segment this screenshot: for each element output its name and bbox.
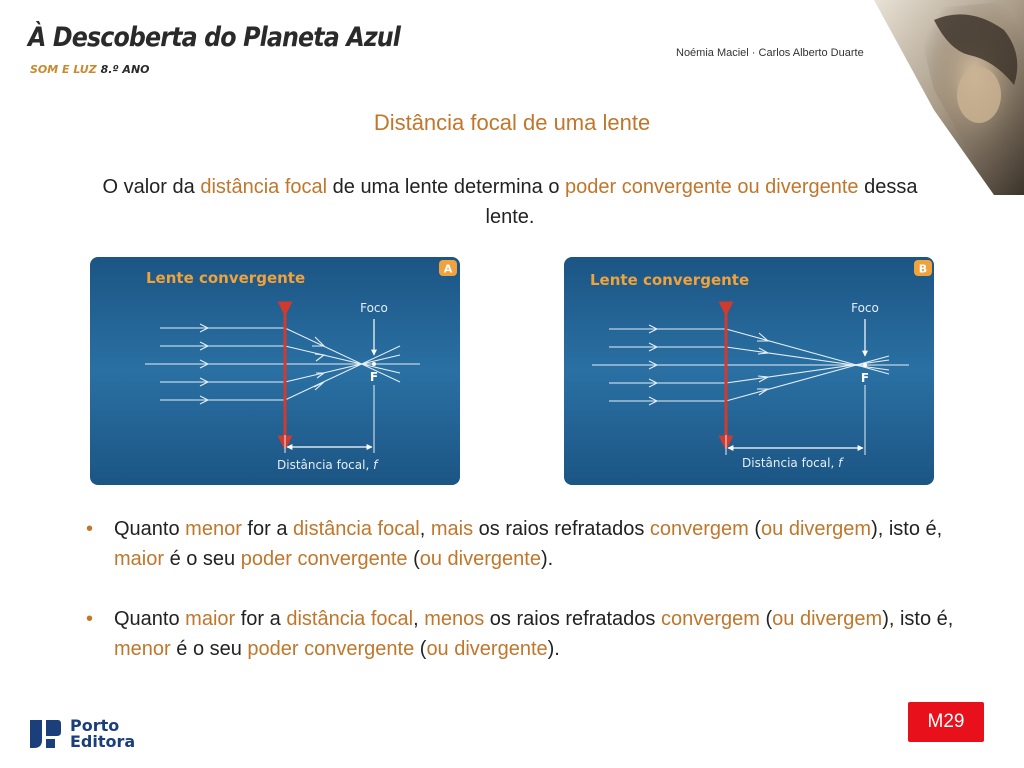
figure-b-title: Lente convergente: [590, 271, 750, 289]
b1-hl-b: menor: [185, 518, 242, 540]
b1-text-m: é o seu: [164, 548, 241, 570]
header-photo: [874, 0, 1024, 195]
book-subtitle-grade: 8.º ANO: [100, 63, 150, 76]
lens-diagram-b: [564, 257, 934, 485]
intro-paragraph: [80, 172, 940, 232]
b2-text-e: ,: [413, 608, 425, 630]
b1-text-a: Quanto: [114, 518, 186, 540]
slide-code-badge: M29: [908, 702, 984, 742]
intro-text-3: dessa lente.: [485, 176, 918, 228]
bullet-dot-icon: •: [86, 518, 94, 540]
b2-hl-h: convergem: [660, 608, 760, 630]
lens-diagram-a: [90, 257, 460, 485]
logo-text: [70, 718, 135, 750]
b1-text-o: (: [407, 548, 420, 570]
book-authors: Noémia Maciel · Carlos Alberto Duarte: [676, 47, 864, 59]
b1-hl-d: distância focal: [293, 518, 420, 540]
intro-highlight-focal-distance: distância focal: [200, 176, 328, 198]
figure-a-focus-label: Foco: [360, 301, 388, 315]
b2-text-o: (: [414, 638, 427, 660]
b2-hl-j: ou divergem: [772, 608, 883, 630]
b1-hl-l: maior: [114, 548, 165, 570]
figure-b-badge: B: [918, 262, 928, 276]
b2-text-m: é o seu: [170, 638, 248, 660]
bullet-smaller-focal: [86, 514, 966, 574]
b1-hl-h: convergem: [649, 518, 749, 540]
intro-highlight-power: poder convergente ou divergente: [565, 176, 859, 198]
b2-text-g: os raios refratados: [484, 608, 661, 630]
b1-text-q: ).: [540, 548, 554, 570]
figure-a-distance-text: Distância focal,: [277, 458, 370, 472]
b2-hl-l: menor: [114, 638, 171, 660]
figure-a-distance-symbol: f: [373, 458, 378, 472]
b1-text-c: for a: [241, 518, 294, 540]
figure-b-focus-letter: F: [860, 371, 870, 385]
book-title: À Descoberta do Planeta Azul: [28, 22, 401, 53]
b2-hl-d: distância focal: [286, 608, 414, 630]
bullet-larger-focal: [86, 604, 966, 664]
logo-line-1: Porto: [70, 716, 120, 735]
book-subtitle-theme: SOM E LUZ: [30, 63, 97, 76]
b1-hl-n: poder convergente: [240, 548, 408, 570]
b2-text-k: ), isto é,: [882, 608, 954, 630]
lens-figure-b: [564, 257, 934, 485]
porto-editora-logo: [28, 716, 135, 752]
slide-title: Distância focal de uma lente: [373, 110, 651, 135]
book-subtitle: [30, 63, 150, 76]
lens-figure-a: [90, 257, 460, 485]
header-photo-graphic: [874, 0, 1024, 195]
porto-editora-mark-icon: [28, 718, 62, 750]
figure-a-focus-letter: F: [369, 370, 379, 384]
b2-text-i: (: [759, 608, 773, 630]
b2-hl-p: ou divergente: [426, 638, 548, 660]
b2-text-c: for a: [235, 608, 287, 630]
b1-text-e: ,: [419, 518, 431, 540]
b2-text-q: ).: [547, 638, 560, 660]
b1-text-k: ), isto é,: [871, 518, 943, 540]
figure-b-distance-label: [742, 456, 844, 470]
figure-b-distance-text: Distância focal,: [742, 456, 835, 470]
figure-a-badge: A: [443, 262, 453, 276]
b2-hl-f: menos: [424, 608, 485, 630]
b1-text-i: (: [748, 518, 762, 540]
b1-hl-j: ou divergem: [761, 518, 872, 540]
logo-line-2: Editora: [70, 732, 136, 751]
intro-text-2: de uma lente determina o: [327, 176, 565, 198]
figure-a-distance-label: [277, 458, 379, 472]
bullet-dot-icon: •: [86, 608, 94, 630]
b2-hl-n: poder convergente: [247, 638, 415, 660]
b2-hl-b: maior: [185, 608, 236, 630]
intro-text-1: O valor da: [102, 176, 201, 198]
b1-hl-f: mais: [430, 518, 474, 540]
figure-a-title: Lente convergente: [146, 269, 306, 287]
b1-hl-p: ou divergente: [419, 548, 541, 570]
b1-text-g: os raios refratados: [473, 518, 650, 540]
b2-text-a: Quanto: [114, 608, 186, 630]
figure-b-distance-symbol: f: [838, 456, 843, 470]
figure-b-focus-label: Foco: [851, 301, 879, 315]
